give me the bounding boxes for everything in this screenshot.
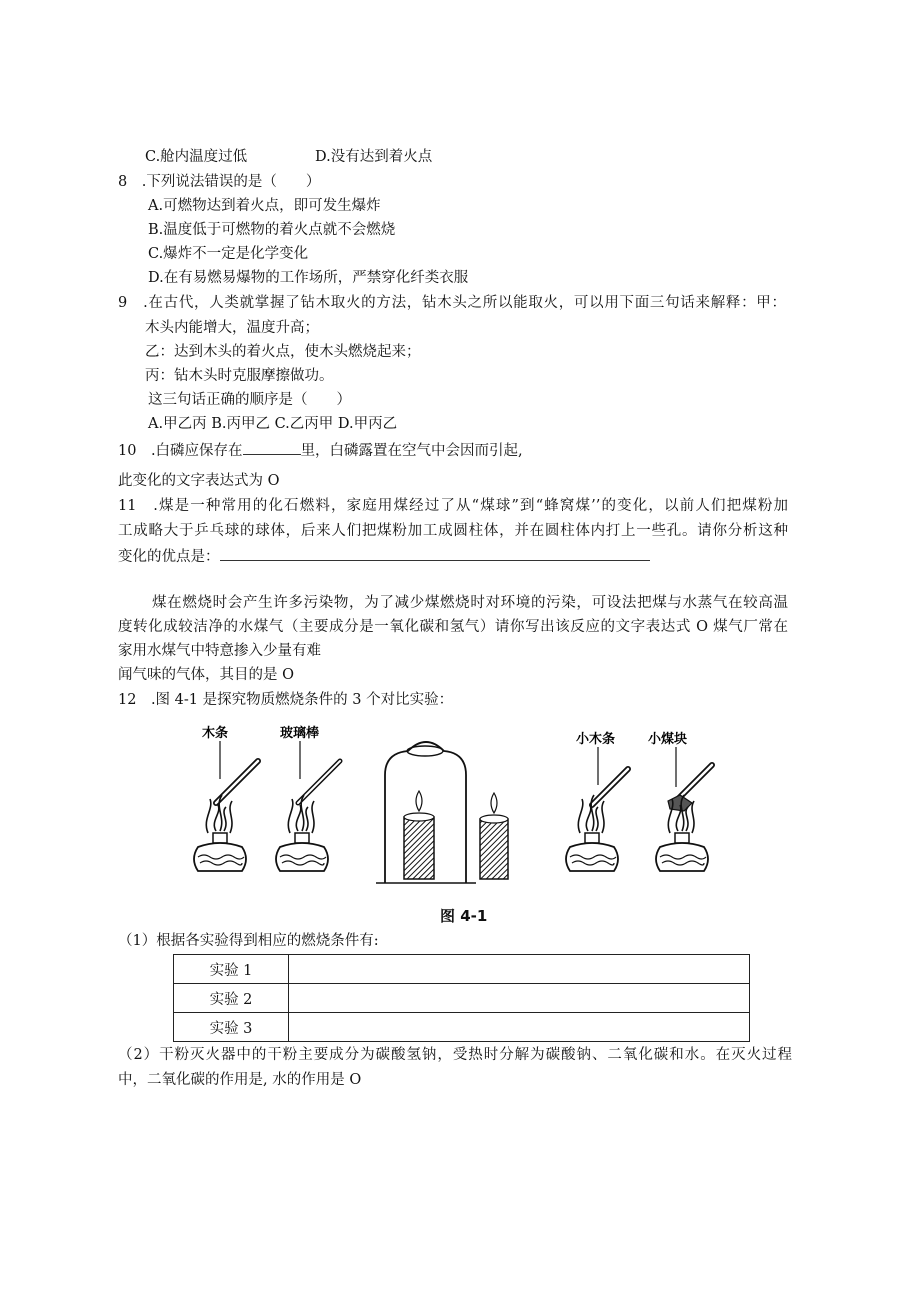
q8-option-d: D.在有易燃易爆物的工作场所，严禁穿化纤类衣服 [148,270,469,286]
q11-line3-text: 变化的优点是： [118,549,220,565]
q11-para-line1: 煤在燃烧时会产生许多污染物，为了减少煤燃烧时对环境的污染，可设法把煤与水蒸气在较高温 [152,595,788,611]
q9-stem-line2: 木头内能增大，温度升高； [145,320,319,336]
exp1-alcohol-lamp-2 [276,795,328,871]
answer-cell-exp1[interactable] [289,955,750,984]
figure-caption: 图 4-1 [440,907,488,925]
q11-para-line2: 度转化成较洁净的水煤气（主要成分是一氧化碳和氢气）请你写出该反应的文字表达式 O 煤气厂常在 [118,619,788,635]
table-row [174,1013,750,1042]
exp2-candle-covered [404,791,434,879]
q8-stem: 8 .下列说法错误的是（ ） [118,174,321,190]
row-label-exp2: 实验 2 [174,984,289,1013]
q9-question: 这三句话正确的顺序是（ ） [148,392,351,408]
q10-line1 [118,440,523,461]
figure-4-1 [180,715,740,895]
q12-stem: 12 .图 4-1 是探究物质燃烧条件的 3 个对比实验： [118,692,454,708]
q7-option-d: D.没有达到着火点 [315,149,433,165]
label-mutiao: 木条 [202,726,229,741]
q7-option-c: C.舱内温度过低 [145,149,248,165]
q12-sub1: （1）根据各实验得到相应的燃烧条件有: [118,933,379,949]
q12-sub2-line1: （2）干粉灭火器中的干粉主要成分为碳酸氢钠，受热时分解为碳酸钠、二氧化碳和水。在灭火过程 [118,1047,792,1063]
table-row [174,984,750,1013]
q9-options: A.甲乙丙 B.丙甲乙 C.乙丙甲 D.甲丙乙 [148,416,398,432]
answer-cell-exp2[interactable] [289,984,750,1013]
label-bolibang: 玻璃棒 [280,726,320,741]
q10-part2: 里，白磷露置在空气中会因而引起, [300,443,523,459]
exp3-small-wood-stick [592,747,628,805]
q8-option-b: B.温度低于可燃物的着火点就不会燃烧 [148,222,396,238]
q10-blank[interactable] [243,440,301,455]
answer-cell-exp3[interactable] [289,1013,750,1042]
q9-stem-line1: 9 .在古代，人类就掌握了钻木取火的方法，钻木头之所以能取火，可以用下面三句话来解释：甲： [118,295,786,311]
q11-advantage-blank[interactable] [220,546,650,561]
exp2-candle-open [480,793,508,879]
table-row [174,955,750,984]
exp1-wood-stick [216,741,258,803]
q11-para-line4: 闻气味的气体，其目的是 O [118,667,294,683]
q11-line1: 11 .煤是一种常用的化石燃料，家庭用煤经过了从“煤球”到“蜂窝煤’’的变化，以前人们把煤粉加 [118,498,788,514]
q12-sub2-line2: 中，二氧化碳的作用是, 水的作用是 O [118,1072,362,1088]
q8-option-a: A.可燃物达到着火点，即可发生爆炸 [148,198,381,214]
exp3-small-coal-block [668,747,712,811]
row-label-exp3: 实验 3 [174,1013,289,1042]
row-label-exp1: 实验 1 [174,955,289,984]
label-xiaomutiao: 小木条 [576,732,616,747]
q11-line3 [118,546,650,567]
q8-option-c: C.爆炸不一定是化学变化 [148,246,309,262]
q10-part1: 10 .白磷应保存在 [118,443,243,459]
q11-para-line3: 家用水煤气中特意掺入少量有难 [118,643,321,659]
exp1-glass-rod [298,741,340,803]
exp3-alcohol-lamp-2 [656,795,708,871]
q9-yi: 乙：达到木头的着火点，使木头燃烧起来； [145,344,421,360]
conditions-table [173,954,750,1042]
label-xiaomeikuai: 小煤块 [648,732,688,747]
q11-line2: 工成略大于乒乓球的球体，后来人们把煤粉加工成圆柱体，并在圆柱体内打上一些孔。请你分析这种 [118,523,788,539]
q10-line2: 此变化的文字表达式为 O [118,473,280,489]
exp1-alcohol-lamp-1 [194,795,246,871]
q9-bing: 丙：钻木头时克服摩擦做功。 [145,368,334,384]
exp3-alcohol-lamp-1 [566,795,618,871]
